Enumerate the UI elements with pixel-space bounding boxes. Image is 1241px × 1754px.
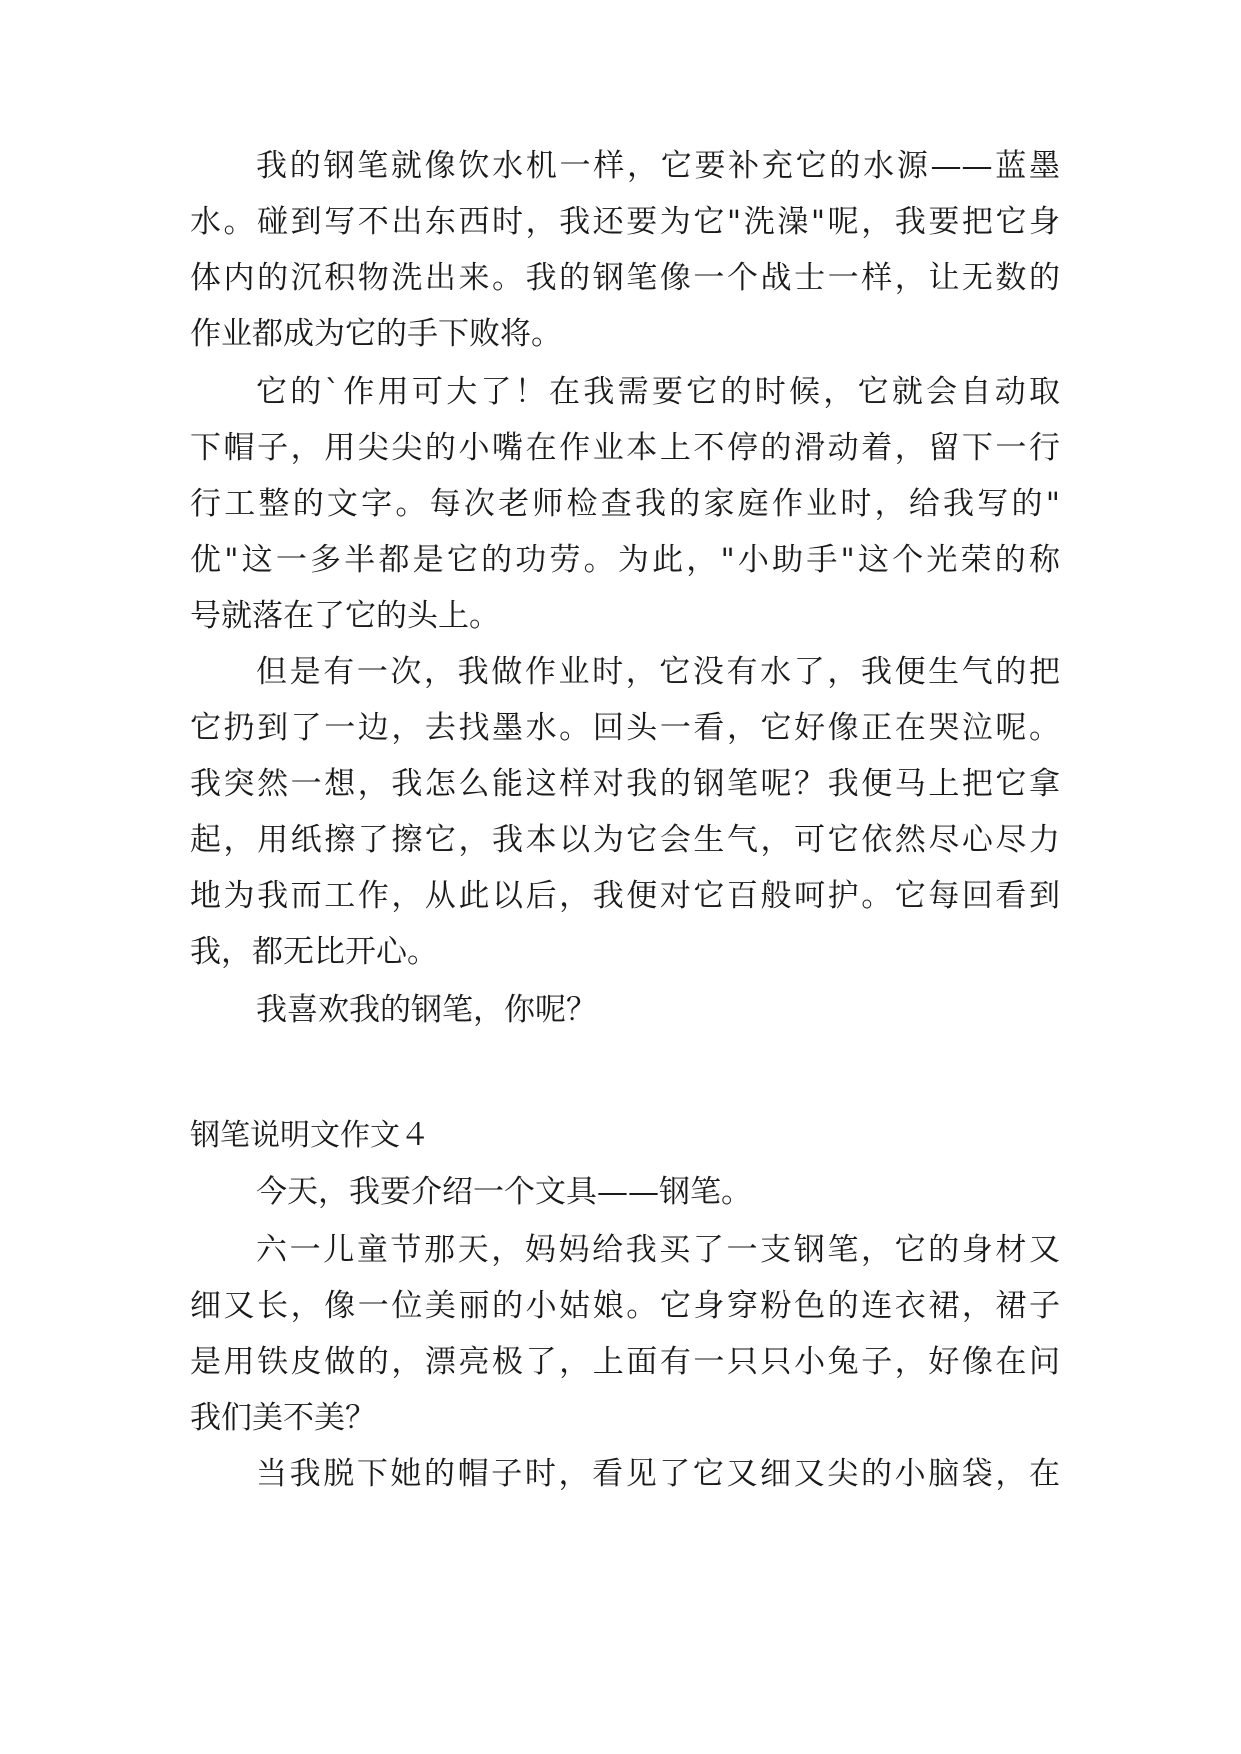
paragraph-line: 作业都成为它的手下败将。 xyxy=(190,316,562,352)
paragraph-line: 我喜欢我的钢笔，你呢？ xyxy=(256,992,597,1028)
paragraph-line: 它扔到了一边，去找墨水。回头一看，它好像正在哭泣呢。 xyxy=(190,710,1060,746)
section-title: 钢笔说明文作文４ xyxy=(190,1118,430,1153)
paragraph-line: 优"这一多半都是它的功劳。为此，"小助手"这个光荣的称 xyxy=(190,542,1060,578)
paragraph-line: 体内的沉积物洗出来。我的钢笔像一个战士一样，让无数的 xyxy=(190,260,1060,296)
paragraph-line: 行工整的文字。每次老师检查我的家庭作业时，给我写的" xyxy=(190,486,1060,522)
paragraph-line: 我的钢笔就像饮水机一样，它要补充它的水源——蓝墨 xyxy=(256,148,1060,184)
paragraph-line: 地为我而工作，从此以后，我便对它百般呵护。它每回看到 xyxy=(190,878,1060,914)
paragraph-line: 今天，我要介绍一个文具——钢笔。 xyxy=(256,1174,752,1210)
paragraph-line: 细又长，像一位美丽的小姑娘。它身穿粉色的连衣裙，裙子 xyxy=(190,1288,1060,1324)
paragraph-line: 我突然一想，我怎么能这样对我的钢笔呢？我便马上把它拿 xyxy=(190,766,1060,802)
paragraph-line: 下帽子，用尖尖的小嘴在作业本上不停的滑动着，留下一行 xyxy=(190,430,1060,466)
paragraph-line: 当我脱下她的帽子时，看见了它又细又尖的小脑袋，在 xyxy=(256,1456,1060,1492)
paragraph-line: 它的`作用可大了！在我需要它的时候，它就会自动取 xyxy=(256,374,1060,410)
paragraph-line: 我，都无比开心。 xyxy=(190,934,438,970)
paragraph-line: 水。碰到写不出东西时，我还要为它"洗澡"呢，我要把它身 xyxy=(190,204,1060,240)
paragraph-line: 是用铁皮做的，漂亮极了，上面有一只只小兔子，好像在问 xyxy=(190,1344,1060,1380)
paragraph-line: 起，用纸擦了擦它，我本以为它会生气，可它依然尽心尽力 xyxy=(190,822,1060,858)
paragraph-line: 我们美不美？ xyxy=(190,1400,376,1436)
paragraph-line: 六一儿童节那天，妈妈给我买了一支钢笔，它的身材又 xyxy=(256,1232,1060,1268)
paragraph-line: 但是有一次，我做作业时，它没有水了，我便生气的把 xyxy=(256,654,1060,690)
paragraph-line: 号就落在了它的头上。 xyxy=(190,598,500,634)
